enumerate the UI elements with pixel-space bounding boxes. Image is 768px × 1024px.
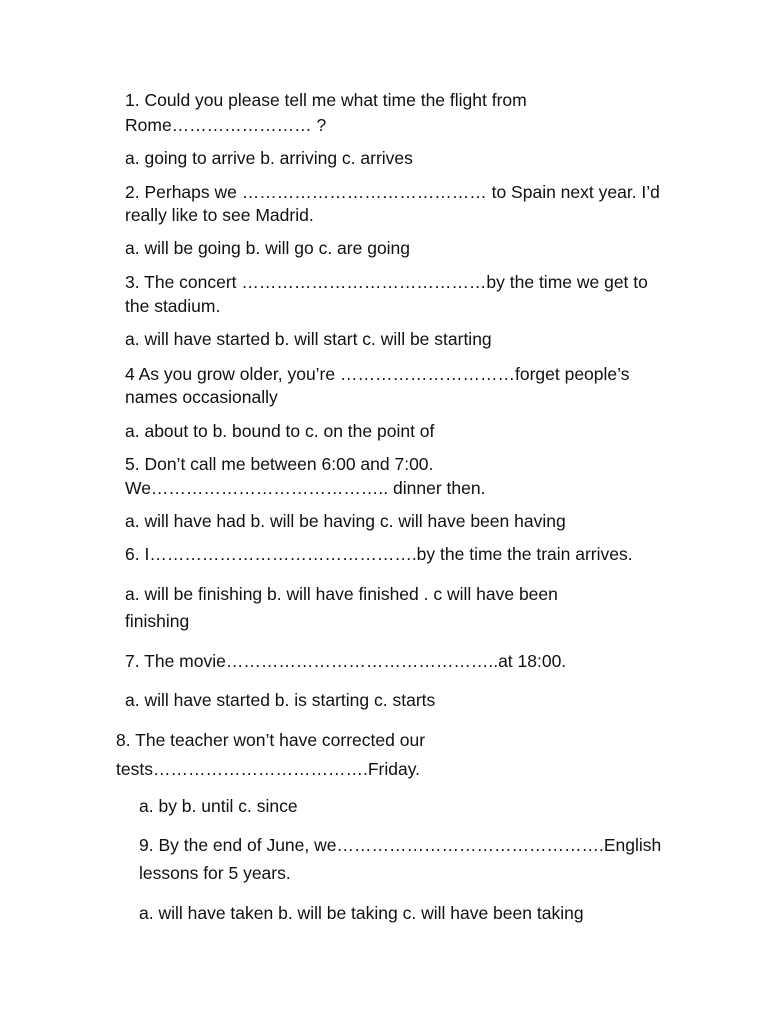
question-4-line-2: names occasionally	[125, 387, 278, 407]
question-5-line-2: We………………………………….. dinner then.	[125, 478, 486, 498]
question-1-options: a. going to arrive b. arriving c. arrives	[125, 148, 413, 168]
question-2-line-2: really like to see Madrid.	[125, 205, 314, 225]
question-2-options: a. will be going b. will go c. are going	[125, 238, 411, 258]
question-5-line-1: 5. Don’t call me between 6:00 and 7:00.	[125, 454, 434, 474]
question-4-line-1: 4 As you grow older, you’re …………………………forget people’s	[125, 364, 630, 384]
question-8-line-1: 8. The teacher won’t have corrected our	[116, 730, 426, 750]
question-3-line-2: the stadium.	[125, 296, 221, 316]
question-1-line-2: Rome…………………… ?	[125, 115, 327, 135]
question-6-options-line-1: a. will be finishing b. will have finished . c will have been	[125, 584, 558, 604]
question-1-line-1: 1. Could you please tell me what time the flight from	[125, 90, 527, 110]
question-2-line-1: 2. Perhaps we …………………………………… to Spain next year. I’d	[125, 182, 660, 202]
question-6-options-line-2: finishing	[125, 611, 190, 631]
question-9-options: a. will have taken b. will be taking c. will have been taking	[139, 903, 584, 923]
question-4-options: a. about to b. bound to c. on the point of	[125, 421, 435, 441]
question-9-line-2: lessons for 5 years.	[139, 863, 291, 883]
question-6-line-1: 6. I……………………………………….by the time the train arrives.	[125, 544, 633, 564]
question-5-options: a. will have had b. will be having c. will have been having	[125, 511, 566, 531]
question-7-line-1: 7. The movie………………………………………..at 18:00.	[125, 651, 567, 671]
question-8-options: a. by b. until c. since	[139, 796, 298, 816]
question-8-line-2: tests……………………………….Friday.	[116, 759, 421, 779]
question-3-line-1: 3. The concert ……………………………………by the time we get to	[125, 272, 648, 292]
question-3-options: a. will have started b. will start c. will be starting	[125, 329, 492, 349]
question-9-line-1: 9. By the end of June, we……………………………………….English	[139, 835, 662, 855]
question-7-options: a. will have started b. is starting c. starts	[125, 690, 436, 710]
